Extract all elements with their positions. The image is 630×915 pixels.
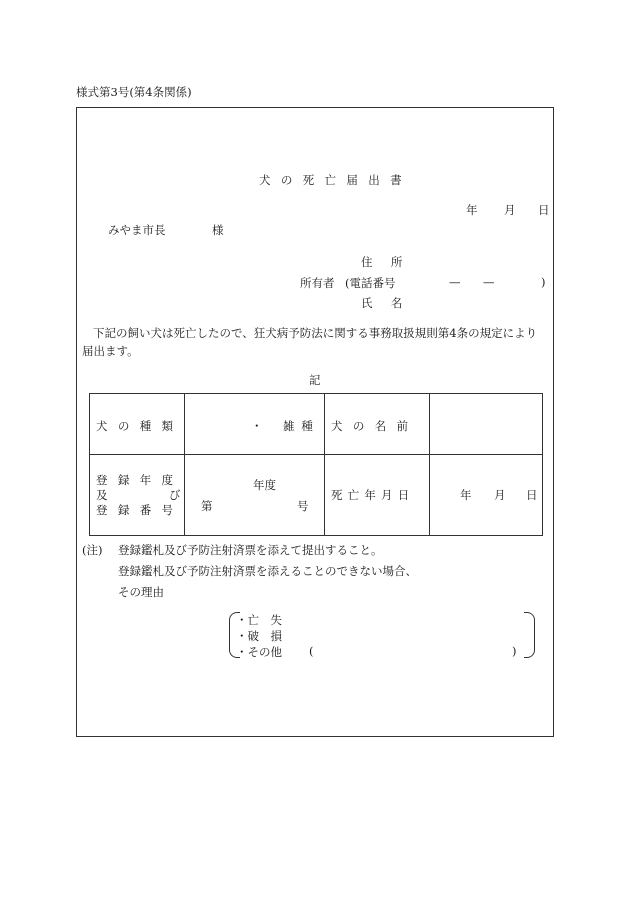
reason-other-open: ( [309, 644, 314, 658]
owner-address-label: 住 所 [361, 255, 406, 269]
reasons-bracket-right [524, 612, 535, 658]
owner-phone-close: ) [541, 275, 546, 289]
registration-table [89, 393, 543, 536]
reason-lost: ・亡 失 [236, 613, 282, 627]
death-day: 日 [526, 488, 538, 502]
owner-name-label: 氏 名 [361, 296, 406, 310]
reg-label-cell [90, 455, 185, 536]
notes-mark: (注) [82, 543, 103, 557]
owner-label: 所有者 [300, 276, 335, 290]
breed-mix: 雑種 [283, 419, 320, 433]
death-label-cell [325, 455, 430, 536]
body-text-line2: 届出ます。 [82, 344, 139, 358]
reason-damaged: ・破 損 [236, 629, 282, 643]
notes-line2: 登録鑑札及び予防注射済票を添えることのできない場合、 [118, 564, 417, 578]
breed-label: 犬の種類 [96, 419, 184, 433]
breed-label-cell [90, 394, 185, 455]
reg-line2-b: び [169, 488, 181, 502]
dogname-label: 犬の名前 [331, 419, 419, 433]
document-title: 犬の死亡届出書 [259, 173, 412, 187]
form-number: 様式第3号(第4条関係) [76, 85, 192, 99]
notes-line1: 登録鑑札及び予防注射済票を添えて提出すること。 [118, 543, 383, 557]
reg-value-cell [185, 455, 325, 536]
death-month: 月 [494, 488, 506, 502]
date-year-label: 年 [466, 203, 478, 217]
table-row [90, 394, 543, 455]
reg-nendo: 年度 [253, 478, 276, 492]
owner-phone-label: (電話番号 [345, 276, 396, 290]
breed-value-cell [185, 394, 325, 455]
notes-line3: その理由 [118, 585, 164, 599]
date-day-label: 日 [538, 203, 550, 217]
death-value-cell [430, 455, 543, 536]
reason-other: ・その他 [236, 645, 282, 659]
reason-other-close: ) [512, 644, 517, 658]
dogname-value-cell [430, 394, 543, 455]
addressee-name: みやま市長 [108, 223, 166, 237]
table-row [90, 455, 543, 536]
date-month-label: 月 [504, 203, 516, 217]
death-year: 年 [460, 488, 472, 502]
breed-dot: ・ [251, 419, 263, 433]
reg-dai: 第 [201, 499, 213, 513]
owner-phone-sep2: — [483, 275, 495, 289]
ki-label: 記 [309, 373, 321, 387]
addressee-honorific: 様 [212, 223, 224, 237]
owner-phone-sep1: — [449, 275, 461, 289]
dogname-label-cell [325, 394, 430, 455]
reg-go: 号 [297, 499, 309, 513]
body-text-line1: 下記の飼い犬は死亡したので、狂犬病予防法に関する事務取扱規則第4条の規定により [93, 326, 538, 340]
reg-line1: 登録年度 [96, 473, 184, 487]
reg-line3: 登録番号 [96, 503, 184, 517]
death-label: 死亡年月日 [331, 488, 415, 502]
reg-line2-a: 及 [96, 488, 108, 502]
